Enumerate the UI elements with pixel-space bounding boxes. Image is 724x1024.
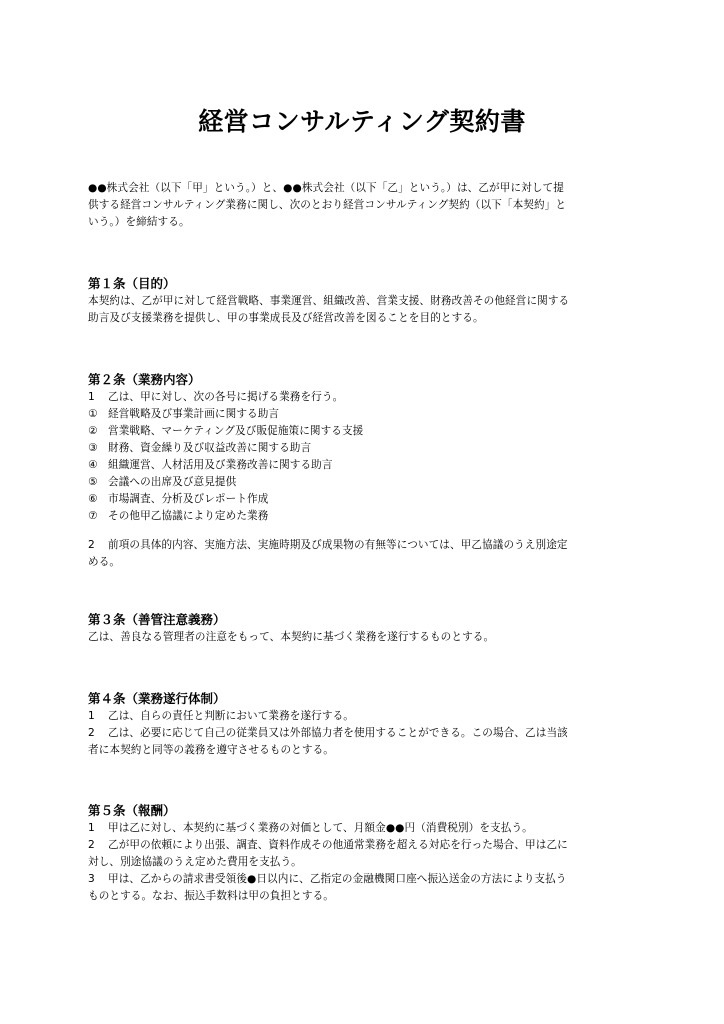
list-item bbox=[88, 508, 644, 525]
item-number: ③ bbox=[88, 442, 98, 454]
item-number: ① bbox=[88, 408, 98, 420]
paragraph-number: 1 bbox=[88, 822, 95, 834]
paragraph-continuation: める。 bbox=[88, 556, 121, 568]
list-item bbox=[88, 423, 644, 440]
paragraph-line bbox=[88, 837, 644, 854]
preamble-line: いう。）を締結する。 bbox=[88, 216, 190, 228]
list-item bbox=[88, 474, 644, 491]
item-number: ② bbox=[88, 425, 98, 437]
item-text: 市場調査、分析及びレポート作成 bbox=[108, 493, 269, 505]
paragraph-number: 1 bbox=[88, 391, 95, 403]
item-number: ⑥ bbox=[88, 493, 98, 505]
article-1-heading: 第１条（目的） bbox=[88, 276, 176, 291]
document-title: 経営コンサルティング契約書 bbox=[198, 107, 526, 136]
article-1-body bbox=[88, 293, 644, 327]
article-3-heading: 第３条（善管注意義務） bbox=[88, 612, 226, 627]
paragraph-text: 乙は、甲に対し、次の各号に掲げる業務を行う。 bbox=[108, 391, 344, 403]
item-number: ④ bbox=[88, 459, 98, 471]
paragraph-text: 甲は乙に対し、本契約に基づく業務の対価として、月額金●●円（消費税別）を支払う。 bbox=[108, 822, 533, 834]
article-5-body bbox=[88, 820, 644, 905]
item-number: ⑦ bbox=[88, 510, 98, 522]
preamble-line: ●●株式会社（以下「甲」という。）と、●●株式会社（以下「乙」という。）は、乙が甲に対して提 bbox=[88, 182, 564, 194]
paragraph-number: 3 bbox=[88, 873, 95, 885]
item-text: 経営戦略及び事業計画に関する助言 bbox=[108, 408, 280, 420]
list-item bbox=[88, 440, 644, 457]
paragraph-line bbox=[88, 708, 644, 725]
article-3-line: 乙は、善良なる管理者の注意をもって、本契約に基づく業務を遂行するものとする。 bbox=[88, 631, 495, 643]
list-item bbox=[88, 406, 644, 423]
item-text: 営業戦略、マーケティング及び販促施策に関する支援 bbox=[108, 425, 364, 437]
paragraph-continuation: 者に本契約と同等の義務を遵守させるものとする。 bbox=[88, 744, 334, 756]
item-number: ⑤ bbox=[88, 476, 98, 488]
list-item bbox=[88, 457, 644, 474]
item-text: 財務、資金繰り及び収益改善に関する助言 bbox=[108, 442, 312, 454]
paragraph-number: 2 bbox=[88, 727, 95, 739]
article-2-heading: 第２条（業務内容） bbox=[88, 372, 201, 387]
item-text: 会議への出席及び意見提供 bbox=[108, 476, 237, 488]
article-1-line: 助言及び支援業務を提供し、甲の事業成長及び経営改善を図ることを目的とする。 bbox=[88, 312, 484, 324]
paragraph-continuation: ものとする。なお、振込手数料は甲の負担とする。 bbox=[88, 890, 334, 902]
article-5-heading: 第５条（報酬） bbox=[88, 803, 176, 818]
paragraph-text: 乙は、必要に応じて自己の従業員又は外部協力者を使用することができる。この場合、乙は当該 bbox=[108, 727, 568, 739]
article-3-body bbox=[88, 629, 644, 646]
paragraph-line bbox=[88, 537, 644, 554]
paragraph-number: 2 bbox=[88, 539, 95, 551]
article-4-body bbox=[88, 708, 644, 759]
article-4-heading: 第４条（業務遂行体制） bbox=[88, 691, 226, 706]
article-2-body bbox=[88, 389, 644, 525]
paragraph-number: 1 bbox=[88, 710, 95, 722]
article-1-line: 本契約は、乙が甲に対して経営戦略、事業運営、組織改善、営業支援、財務改善その他経営に関する bbox=[88, 295, 570, 307]
preamble-line: 供する経営コンサルティング業務に関し、次のとおり経営コンサルティング契約（以下「本契約」と bbox=[88, 199, 567, 211]
preamble bbox=[88, 180, 644, 231]
item-text: その他甲乙協議により定めた業務 bbox=[108, 510, 269, 522]
list-item bbox=[88, 491, 644, 508]
paragraph-line bbox=[88, 725, 644, 742]
paragraph-text: 乙は、自らの責任と判断において業務を遂行する。 bbox=[108, 710, 354, 722]
paragraph-line bbox=[88, 820, 644, 837]
paragraph-text: 前項の具体的内容、実施方法、実施時期及び成果物の有無等については、甲乙協議のうえ別途定 bbox=[108, 539, 568, 551]
paragraph-line bbox=[88, 871, 644, 888]
paragraph-text: 甲は、乙からの請求書受領後●日以内に、乙指定の金融機関口座へ振込送金の方法により支払う bbox=[108, 873, 567, 885]
paragraph-continuation: 対し、別途協議のうえ定めた費用を支払う。 bbox=[88, 856, 302, 868]
paragraph-number: 2 bbox=[88, 839, 95, 851]
article-2-paragraph-2 bbox=[88, 537, 644, 571]
paragraph-text: 乙が甲の依頼により出張、調査、資料作成その他通常業務を超える対応を行った場合、甲は乙に bbox=[108, 839, 568, 851]
article-2-paragraph-1 bbox=[88, 389, 644, 406]
item-text: 組織運営、人材活用及び業務改善に関する助言 bbox=[108, 459, 333, 471]
